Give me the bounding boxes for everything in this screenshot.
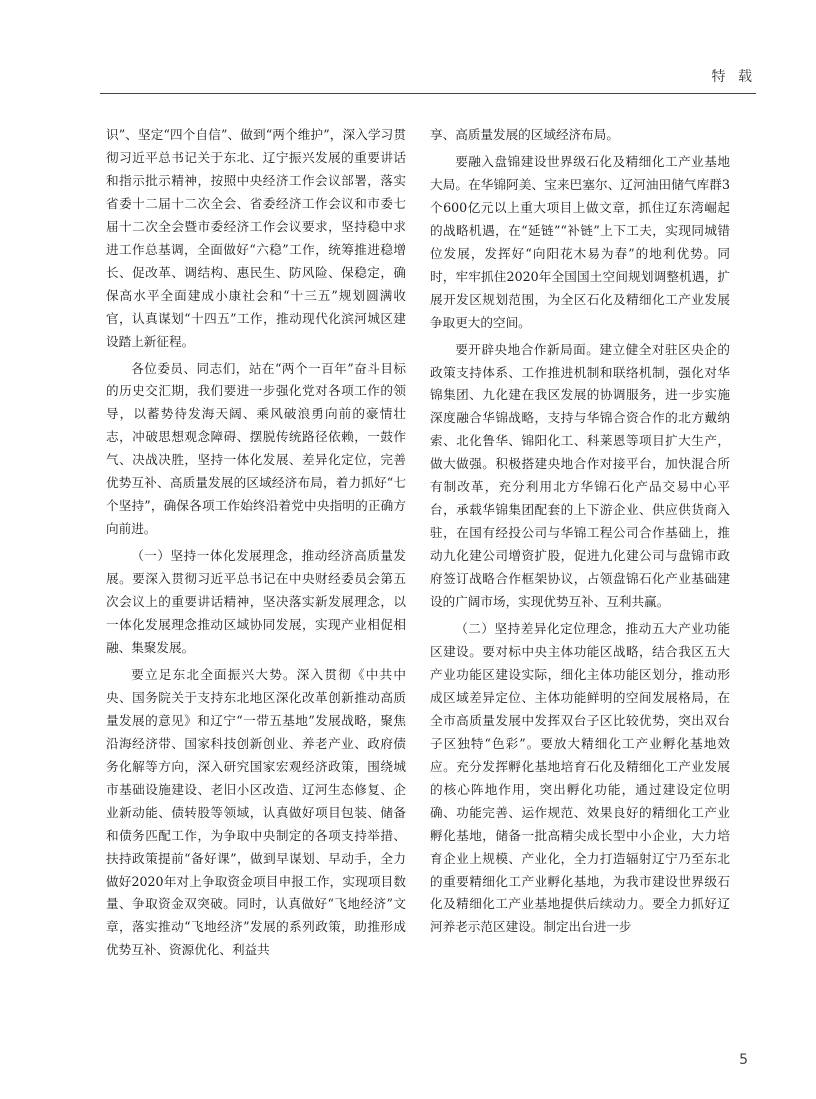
paragraph-address: 各位委员、同志们，站在“两个一百年”奋斗目标的历史交汇期，我们要进一步强化党对各项工作的领导，以蓄势待发海天阔、乘风破浪勇向前的豪情壮志，冲破思想观念障碍、摆脱传统路径依赖，一鼓作气、决战决胜，坚持一体化发展、差异化定位，完善优势互补、高质量发展的区域经济布局，着力抓好“七个坚持”，确保各项工作始终沿着党中央指明的正确方向前进。 [106,360,406,537]
section-label: 特 载 [711,69,756,85]
paragraph-section-two: （二）坚持差异化定位理念，推动五大产业功能区建设。要对标中央主体功能区战略，结合我区五大产业功能区建设实际，细化主体功能区划分，推动形成区域差异定位、主体功能鲜明的空间发展格局，在全市高质量发展中发挥双台子区比较优势，突出双台子区独特“色彩”。要放大精细化工产业孵化基地效应。充分发挥孵化基地培育石化及精细化工产业发展的核心阵地作用，突出孵化功能，通过建设定位明确、功能完善、运作规范、效果良好的精细化工产业孵化基地，储备一批高精尖成长型中小企业，大力培育企业上规模、产业化，全力打造辐射辽宁乃至东北的重要精细化工产业孵化基地，为我市建设世界级石化及精细化工产业基地提供后续动力。要全力抓好辽河养老示范区建设。制定出台进一步 [430,621,730,935]
paragraph-continuation: 享、高质量发展的区域经济布局。 [430,127,619,142]
paragraph-northeast-revitalization: 要立足东北全面振兴大势。深入贯彻《中共中央、国务院关于支持东北地区深化改革创新推动高质量发展的意见》和辽宁“一带五基地”发展战略，聚焦沿海经济带、国家科技创新创业、养老产业、政府债务化解等方向，深入研究国家宏观经济政策，围绕城市基础设施建设、老旧小区改造、辽河生态修复、企业新动能、债转股等领域，认真做好项目包装、储备和债务匹配工作，为争取中央制定的各项支持举措、扶持政策提前“备好课”，做到早谋划、早动手，全力做好2020年对上争取资金项目申报工作，实现项目数量、争取资金双突破。同时，认真做好“飞地经济”文章，落实推动“飞地经济”发展的系列政策，助推形成优势互补、资源优化、利益共 [106,666,406,958]
header-divider [100,93,756,94]
left-column [106,124,406,1024]
paragraph-continuation: 识”、坚定“四个自信”、做到“两个维护”，深入学习贯彻习近平总书记关于东北、辽宁振兴发展的重要讲话和指示批示精神，按照中央经济工作会议部署，落实省委十二届十二次全会、省委经济工作会议和市委七届十二次全会暨市委经济工作会议要求，坚持稳中求进工作总基调，全面做好“六稳”工作，统筹推进稳增长、促改革、调结构、惠民生、防风险、保稳定，确保高水平全面建成小康社会和“十三五”规划圆满收官，认真谋划“十四五”工作，推动现代化滨河城区建设踏上新征程。 [106,127,406,349]
page-number: 5 [739,1052,748,1068]
paragraph-panjin-petrochemical: 要融入盘锦建设世界级石化及精细化工产业基地大局。在华锦阿美、宝来巴塞尔、辽河油田储气库群3个600亿元以上重大项目上做文章，抓住辽东湾崛起的战略机遇，在“延链”“补链”上下工夫，实现同城错位发展，发挥好“向阳花木易为春”的地利优势。同时，牢牢抓住2020年全国国土空间规划调整机遇，扩展开发区规划范围，为全区石化及精细化工产业发展争取更大的空间。 [430,153,730,330]
paragraph-section-one: （一）坚持一体化发展理念，推动经济高质量发展。要深入贯彻习近平总书记在中央财经委员会第五次会议上的重要讲话精神，坚决落实新发展理念，以一体化发展理念推动区域协同发展，实现产业相促相融、集聚发展。 [106,548,406,655]
right-column [430,124,730,1024]
paragraph-central-local-cooperation: 要开辟央地合作新局面。建立健全对驻区央企的政策支持体系、工作推进机制和联络机制，强化对华锦集团、九化建在我区发展的协调服务，进一步实施深度融合华锦战略，支持与华锦合资合作的北方戴纳索、北化鲁华、锦阳化工、科莱恩等项目扩大生产，做大做强。积极搭建央地合作对接平台，加快混合所有制改革，充分利用北方华锦石化产品交易中心平台，承载华锦集团配套的上下游企业、供应供货商入驻，在国有经投公司与华锦工程公司合作基础上，推动九化建公司增资扩股，促进九化建公司与盘锦市政府签订战略合作框架协议，占领盘锦石化产业基础建设的广阔市场，实现优势互补、互利共赢。 [430,341,730,610]
